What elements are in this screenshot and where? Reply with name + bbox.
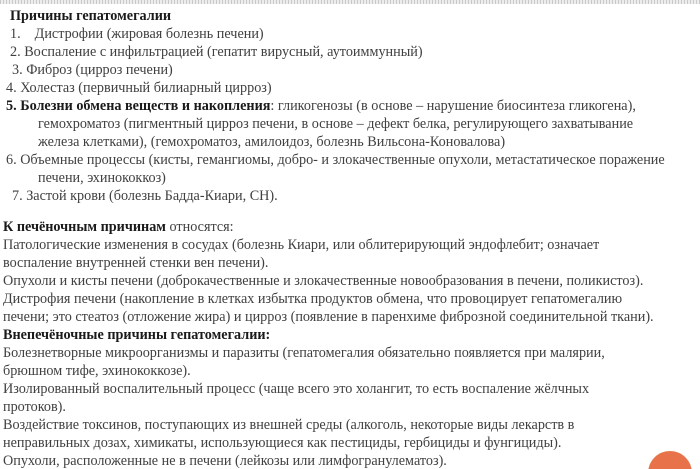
- cause-item-5: [6, 97, 636, 115]
- hepatic-heading-bold: К печёночным причинам: [3, 219, 166, 235]
- cause-item-5-cont-1: гемохроматоз (пигментный цирроз печени, в основе – дефект белка, регулирующего захватывание: [38, 116, 634, 132]
- cause-item-5-cont-2: железа клетками), (гемохроматоз, амилоидоз, болезнь Вильсона-Коновалова): [38, 134, 506, 150]
- hepatic-line: Патологические изменения в сосудах (болезнь Киари, или облитерирующий эндофлебит; означает: [3, 237, 600, 253]
- cause-number: 2.: [10, 44, 21, 60]
- cause-number: 6.: [6, 152, 17, 168]
- extrahepatic-line: неправильных дозах, химикаты, использующиеся как пестициды, гербициды и фунгициды).: [3, 435, 562, 451]
- cause-number: 3.: [12, 62, 23, 78]
- cause-text: Объемные процессы (кисты, гемангиомы, добро- и злокачественные опухоли, метастатическое поражение: [20, 152, 665, 168]
- extrahepatic-line: протоков).: [3, 399, 66, 415]
- hepatic-line: Дистрофия печени (накопление в клетках избытка продуктов обмена, что провоцирует гепатомегалию: [3, 291, 623, 307]
- extrahepatic-heading: Внепечёночные причины гепатомегалии:: [3, 327, 271, 343]
- cause-text: Застой крови (болезнь Бадда-Киари, СН).: [26, 188, 278, 204]
- extrahepatic-line: Воздействие токсинов, поступающих из внешней среды (алкоголь, некоторые виды лекарств в: [3, 417, 575, 433]
- cause-text: : гликогенозы (в основе – нарушение биосинтеза гликогена),: [270, 98, 636, 114]
- extrahepatic-line: Болезнетворные микроорганизмы и паразиты (гепатомегалия обязательно появляется при малярии,: [3, 345, 605, 361]
- cause-text: Дистрофии (жировая болезнь печени): [34, 26, 264, 42]
- cause-number: 1.: [10, 26, 21, 42]
- cause-item-6: [6, 151, 665, 169]
- extrahepatic-line: Изолированный воспалительный процесс (чаще всего это холангит, то есть воспаление жёлчных: [3, 381, 590, 397]
- cause-item-4: [6, 79, 272, 97]
- cause-text: Воспаление с инфильтрацией (гепатит вирусный, аутоиммунный): [24, 44, 423, 60]
- cause-item-2: [10, 43, 423, 61]
- cause-text: Холестаз (первичный билиарный цирроз): [20, 80, 272, 96]
- extrahepatic-line: Опухоли, расположенные не в печени (лейкозы или лимфогранулематоз).: [3, 453, 447, 469]
- hepatic-heading: [3, 218, 234, 236]
- slide-title: Причины гепатомегалии: [10, 8, 172, 24]
- cause-text: Фиброз (цирроз печени): [26, 62, 173, 78]
- hepatic-heading-rest: относятся:: [165, 219, 234, 235]
- cause-number: 7.: [12, 188, 23, 204]
- cause-item-6-cont-1: печени, эхинококкоз): [38, 170, 166, 186]
- hepatic-line: Опухоли и кисты печени (доброкачественные и злокачественные новообразования в печени, поликистоз).: [3, 273, 644, 289]
- extrahepatic-line: брюшном тифе, эхинококкозе).: [3, 363, 191, 379]
- cause-number: 5.: [6, 98, 17, 114]
- hepatic-line: печени; это стеатоз (отложение жира) и цирроз (появление в паренхиме фиброзной соединительной ткани).: [3, 309, 654, 325]
- cause-item-3: [12, 61, 173, 79]
- cause-item-7: [12, 187, 278, 205]
- cause-item-1: [10, 25, 264, 43]
- hepatic-line: воспаление внутренней стенки вен печени).: [3, 255, 269, 271]
- cause-bold-text: Болезни обмена веществ и накопления: [20, 98, 271, 114]
- cause-number: 4.: [6, 80, 17, 96]
